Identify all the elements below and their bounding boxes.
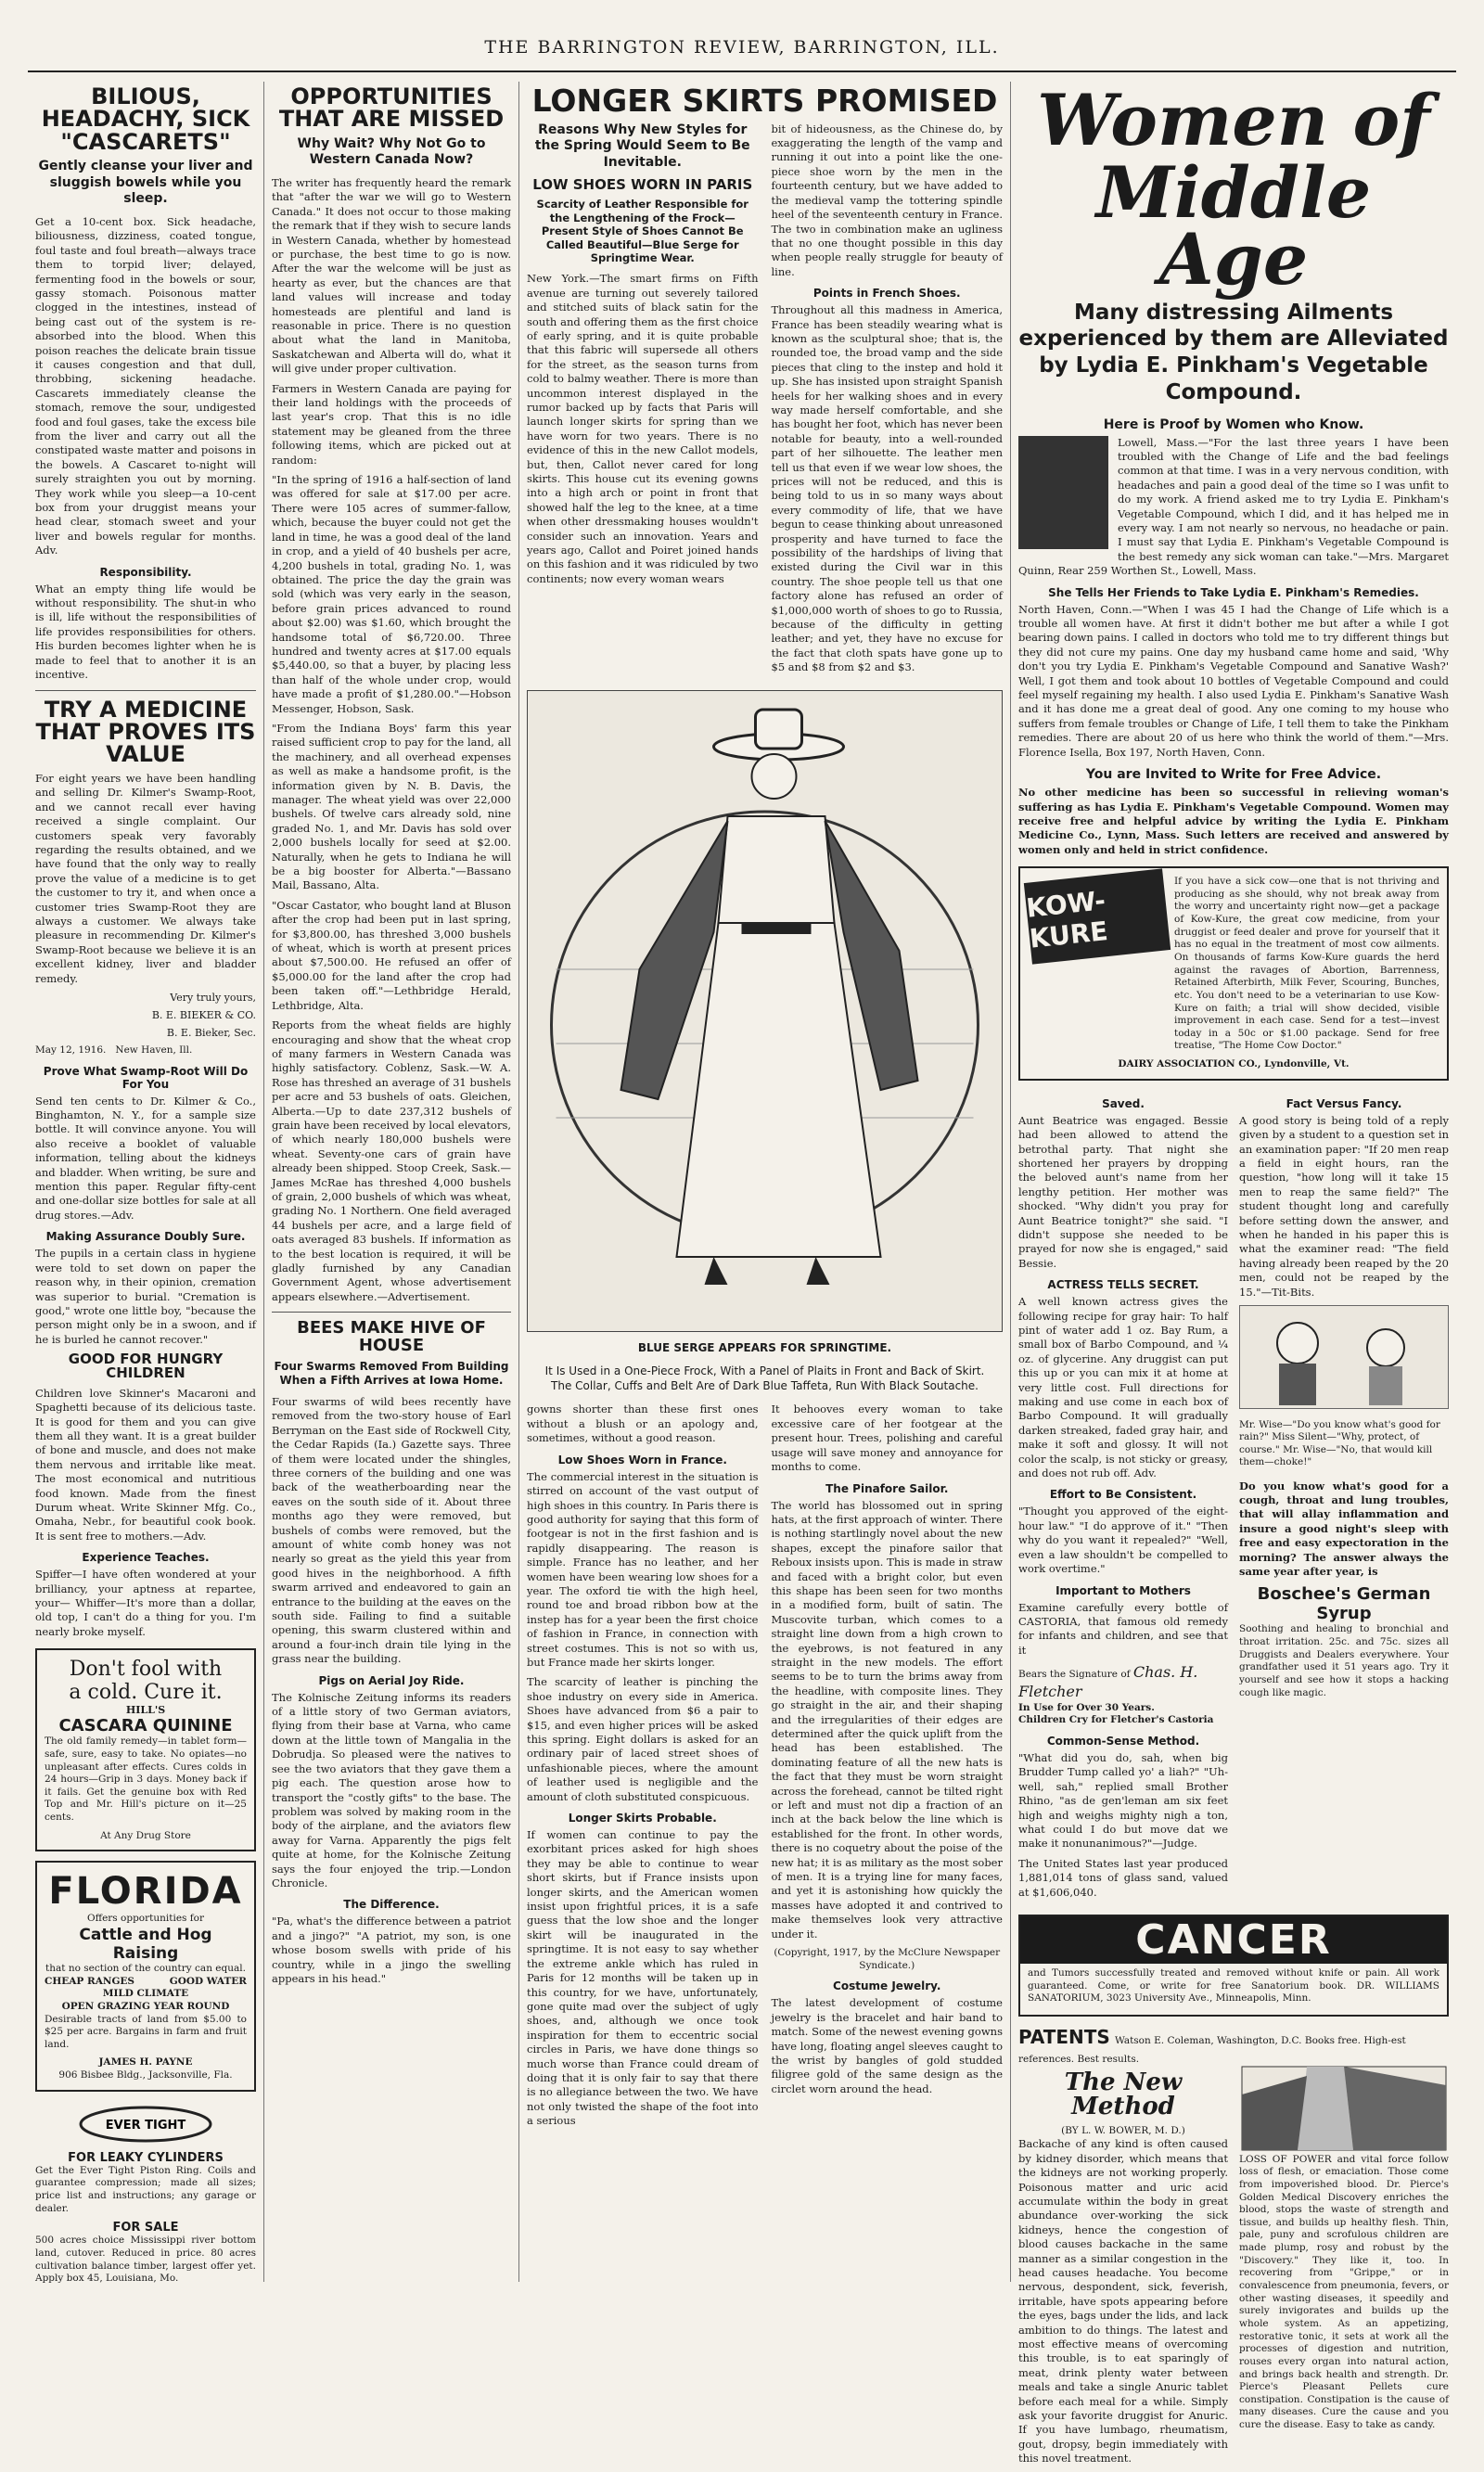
column-2 — [264, 82, 519, 2282]
power-ad — [1239, 2067, 1449, 2472]
florida-name: JAMES H. PAYNE — [98, 2056, 193, 2069]
quinine-badge: HILL'S — [125, 1704, 166, 1717]
pinafore-body: The world has blossomed out in spring hats, at the first approach of winter. There is nothing startlingly novel about the new shapes, except the pinafore sailor that Reboux insists upon. This is made in straw and faced with a bright color, but even this shape has been seen for two months in a modified form, built of satin. The Muscovite turban, which comes to a straight line down from a high crown to the eyebrows, is not featured in any straight in the new models. The effort seems to be to turn the brims away from the headline, with composite lines. They go straight in the air, and their shaping and the irregularities of their edges are determined after the quick uplift from the head has been established. The dominating feature of all the new hats is the fact that they must be worn straight across the forehead, cannot be tilted right or left and must not dip a fraction of an inch at the back below the line which is established for the front. In other words, there is no coquetry about the poise of the new hat; it is as military as the most sober of men. It is a trying line for many faces, and yet it is astonishing how quickly the masses have adopted it and contrived to make themselves look very attractive under it. — [771, 1498, 1003, 1940]
glass-body: The United States last year produced 1,881,014 tons of glass sand, valued at $1,606,040. — [1018, 1856, 1228, 1899]
pigs-body: The Kolnische Zeitung informs its readers of a little story of two German aviators, flying from their base at Varna, who came down at the little town of Mangalia in the Dobrudja. So pleased were the natives to see the two aviators that they gave them a pig each. The question arose how to transport the "costly gifts" to the base. The problem was solved by making room in the body of the airplane, and the aviators flew away for Varna. Apparently the pigs felt quite at home, for the Kolnische Zeitung says the four enjoyed the trip.—London Chronicle. — [272, 1690, 511, 1889]
columns — [28, 79, 1456, 2466]
skirts-lower-left: gowns shorter than these first ones without a blush or an apology and, sometimes, without a good reason. — [527, 1403, 759, 1445]
pinkham-testimonial-1: Lowell, Mass.—"For the last three years I have been troubled with the Change of Life and the bad feelings common at that time. I was in a very nervous condition, with headaches and pain a good deal of the time so I was unfit to do my work. A friend asked me to try Lydia E. Pinkham's Vegetable Compound, which I did, and it has helped me in every way. I am not nearly so nervous, no headache or pain. I must say that Lydia E. Pinkham's Vegetable Compound is the best remedy any sick woman can take."—Mrs. Margaret Quinn, Rear 259 Worthen St., Lowell, Mass. — [1018, 435, 1449, 578]
difference-title: The Difference. — [343, 1898, 440, 1912]
medicine-sig-3: B. E. Bieker, Sec. — [166, 1027, 256, 1039]
pinkham-title-1: Women of — [1037, 79, 1430, 161]
mothers-body: Examine carefully every bottle of CASTORIA, that famous old remedy for infants and children, and see that it — [1018, 1600, 1228, 1657]
swamp-root-body: Send ten cents to Dr. Kilmer & Co., Binghamton, N. Y., for a sample size bottle. It will convince anyone. You will also receive a booklet of valuable information, telling about the kidneys and bladder. When writing, be sure and mention this paper. Regular fifty-cent and one-dollar size bottles for sale at all drug stores.—Adv. — [35, 1094, 256, 1222]
pinafore-title: The Pinafore Sailor. — [825, 1481, 949, 1495]
forsale-title: FOR SALE — [112, 2221, 179, 2235]
cascarets-subhead: Gently cleanse your liver and sluggish bowels while you sleep. — [38, 159, 253, 207]
experience-body: Spiffer—I have often wondered at your brilliancy, your aptness at repartee, your— Whiffer—It's more than a dollar, old top, I can't do a thing for you. I'm nearly broke myself. — [35, 1568, 256, 1638]
longer-title: Longer Skirts Probable. — [568, 1812, 717, 1825]
kowkure-row — [1024, 876, 1439, 1058]
piston-ring-icon — [71, 2101, 220, 2147]
patents-ad — [1018, 2026, 1449, 2067]
fashion-illustration — [527, 690, 1003, 1332]
divider — [35, 690, 256, 691]
scarcity-body: The scarcity of leather is pinching the shoe industry on every side in America. Shoes have advanced from $6 a pair to $15, and even higher prices will be asked this spring. Eight dollars is asked for an ordinary pair of laced street shoes of unfashionable pieces, where the amount of leather used is negligible and the amount of cloth substituted conspicuous. — [527, 1675, 759, 1803]
florida-title: FLORIDA — [48, 1870, 243, 1914]
skirts-deck: Scarcity of Leather Responsible for the Lengthening of the Frock—Present Style of Shoes Cannot Be Called Beautiful—Blue Serge for Springtime Wear. — [536, 198, 748, 264]
florida-equal: that no section of the country can equal. — [45, 1963, 246, 1974]
col4-split — [1018, 1090, 1449, 1905]
mothers-title: Important to Mothers — [1055, 1583, 1191, 1597]
skirts-subhead: Reasons Why New Styles for the Spring Would Seem to Be Inevitable. — [534, 122, 750, 170]
method-body: "What did you do, sah, when big Brudder Tump called yo' a liah?" "Uh-well, sah," replied small Brother Rhino, "as de gen'leman am six feet high and weighs mighty nigh a ton, what could I do but move dat we make it nonunanimous?"—Judge. — [1018, 1751, 1228, 1851]
pinkham-invite: You are Invited to Write for Free Advice. — [1085, 767, 1382, 783]
skirts-bottom — [527, 1403, 1003, 2133]
opportunities-subhead: Why Wait? Why Not Go to Western Canada Now? — [297, 135, 486, 168]
ever-tight-badge — [35, 2101, 256, 2151]
col4-left — [1018, 1090, 1228, 1905]
cascarets-article — [35, 85, 256, 558]
method-title: Common-Sense Method. — [1046, 1735, 1200, 1748]
pinkham-invite-body: No other medicine has been so successful in relieving woman's suffering as has Lydia E. Pinkham's Vegetable Compound. Women may receive free and helpful advice by writing the Lydia E. Pinkham Medicine Co., Lynn, Mass. Such letters are received and answered by women only and held in strict confidence. — [1018, 786, 1449, 856]
responsibility-body: What an empty thing life would be without responsibility. The shut-in who is ill, life without the responsibilities of life provides responsibilities for others. His burden becomes lighter when he is made to feel that to another it is an incentive. — [35, 582, 256, 682]
copyright: (Copyright, 1917, by the McClure Newspaper Syndicate.) — [774, 1947, 1001, 1971]
pinkham-title-2: Middle Age — [1095, 151, 1372, 301]
saved-body: Aunt Beatrice was engaged. Bessie had been allowed to attend the betrothal party. That night she shortened her prayers by dropping the beloved aunt's name from her lengthy petition. Her mother was shocked. "Why didn't you pray for Aunt Beatrice tonight?" she said. "I didn't suppose she needed to be prayed for now she is engaged," said Bessie. — [1018, 1113, 1228, 1270]
newmethod-body: Backache of any kind is often caused by kidney disorder, which means that the kidneys are not working properly. Poisonous matter and uric acid accumulate within the body in great abundance over-working the sick kidneys, hence the congestion of blood causes backache in the same manner as a similar congestion in the head causes headache. You become nervous, despondent, sick, feverish, irritable, have spots appearing before the eyes, bags under the lids, and lack ambition to do things. The latest and most effective means of overcoming this trouble, is to eat sparingly of meat, drink plenty water between meals and take a single Anuric tablet before each meal for a while. Simply ask your favorite druggist for Anuric. If you have lumbago, rheumatism, gout, dropsy, begin immediately with this novel treatment. — [1018, 2137, 1228, 2466]
bees-headline: BEES MAKE HIVE OF HOUSE — [297, 1318, 486, 1355]
medicine-sig-2: B. E. BIEKER & CO. — [151, 1009, 256, 1021]
opportunities-headline: OPPORTUNITIES THAT ARE MISSED — [278, 83, 505, 133]
quinine-brand: CASCARA QUININE — [58, 1716, 233, 1736]
florida-features: CHEAP RANGES GOOD WATER — [45, 1975, 247, 1987]
col4-bottom — [1018, 2067, 1449, 2472]
kowkure-body: If you have a sick cow—one that is not thriving and producing as she should, why not break away from the worry and uncertainty right now—get a package of Kow-Kure, the great cow medicine, from your druggist or feed dealer and prove for yourself that it has no equal in the treatment of most cow ailments. On thousands of farms Kow-Kure guards the herd against the ravages of Abortion, Barrenness, Retained Afterbirth, Milk Fever, Scouring, Bunches, etc. You don't need to be a veterinarian to use Kow-Kure on faith; a trial will show decided, visible improvement in each case. Send for a test—invest today in a 50c or $1.00 package. Send for free treatise, "The Home Cow Doctor." — [1174, 876, 1439, 1052]
cancer-body: and Tumors successfully treated and removed without knife or pain. All work guaranteed. Come, or write for free Sanatorium book. DR. WILLIAMS SANATORIUM, 3023 University Ave., Minneapolis, Minn. — [1028, 1967, 1439, 2004]
florida-ad — [35, 1861, 256, 2091]
opportunities-p6: Reports from the wheat fields are highly encouraging and show that the wheat crop of many farmers in Western Canada was highly satisfactory. Coblenz, Sask.—W. A. Rose has threshed an average of 31 bushels per acre and 53 bushels of oats. Gleichen, Alberta.—Up to date 237,312 bushels of grain have been received by local elevators, of which nearly 180,000 bushels were wheat. Seventy-one cars of grain have already been shipped. Stoop Creek, Sask.—James McRae has threshed 4,000 bushels of grain, 2,000 bushels of which was wheat, grading No. 1 Northern. One field averaged 44 bushels per acre, and a large field of oats averaged 83 bushels. If information as to the best location is required, it will be gladly furnished by any Canadian Government Agent, whose advertisement appears elsewhere.—Advertisement. — [272, 1018, 511, 1303]
cylinders-body: Get the Ever Tight Piston Ring. Coils and guarantee compression; made all sizes; price list and instructions; any garage or dealer. — [35, 2164, 256, 2214]
quinine-footer: At Any Drug Store — [100, 1829, 191, 1841]
jewelry-title: Costume Jewelry. — [833, 1979, 941, 1993]
opportunities-p2: Farmers in Western Canada are paying for their land holdings with the proceeds of last year's crop. That this is no idle statement may be gleaned from the three following items, which are picked out at random: — [272, 381, 511, 467]
saved-title: Saved. — [1102, 1096, 1145, 1110]
florida-cattle: Cattle and Hog Raising — [79, 1926, 212, 1963]
patents-title: PATENTS — [1018, 2026, 1110, 2048]
florida-offers: Offers opportunities for — [87, 1913, 204, 1925]
quinine-line-2: a cold. Cure it. — [69, 1681, 223, 1705]
opportunities-p1: The writer has frequently heard the remark that "after the war we will go to Western Canada." It does not occur to those making the remark that if they wish to secure lands in Western Canada, whether by homestead or purchase, the best time to go is now. After the war the welcome will be just as hearty as ever, but the chances are that land values will increase and today homesteads are plentiful and land is reasonable in price. There is no question about what the land in Manitoba, Saskatchewan and Alberta will do, what it will give under proper cultivation. — [272, 175, 511, 376]
pinkham-proof: Here is Proof by Women who Know. — [1103, 416, 1364, 432]
cascarets-headline: BILIOUS, HEADACHY, SICK "CASCARETS" — [41, 83, 250, 155]
actress-title: ACTRESS TELLS SECRET. — [1047, 1278, 1199, 1292]
patents-body: Watson E. Coleman, Washington, D.C. Books free. High-est references. Best results. — [1018, 2035, 1406, 2065]
skirts-top-left — [527, 122, 759, 681]
florida-year: OPEN GRAZING YEAR ROUND — [61, 2000, 230, 2012]
effort-title: Effort to Be Consistent. — [1049, 1488, 1197, 1502]
assurance-body: The pupils in a certain class in hygiene were told to set down on paper the reason why, in their opinion, cremation was superior to burial. "Cremation is good," wrote one little boy, "because the person might only be in a swoon, and if he is burled he cannot recover." — [35, 1247, 256, 1346]
forsale-body: 500 acres choice Mississippi river bottom land, cutover. Reduced in price. 80 acres cultivation balance timber, largest offer yet. Apply box 45, Louisiana, Mo. — [35, 2235, 256, 2285]
experience-title: Experience Teaches. — [82, 1551, 210, 1565]
quinine-body: The old family remedy—in tablet form—safe, sure, easy to take. No opiates—no unpleasant after effects. Cures colds in 24 hours—Grip in 3 days. Money back if it fails. Get the genuine box with Red Top and Mr. Hill's picture on it—25 cents. — [45, 1736, 247, 1824]
kowkure-footer: DAIRY ASSOCIATION CO., Lyndonville, Vt. — [1118, 1058, 1350, 1070]
swamp-root-title: Prove What Swamp-Root Will Do For You — [43, 1064, 249, 1091]
column-1 — [28, 82, 264, 2285]
medicine-sig-1: Very truly yours, — [170, 992, 256, 1004]
cartoon-illustration — [1239, 1305, 1449, 1409]
newmethod-article — [1018, 2067, 1228, 2472]
masthead: THE BARRINGTON REVIEW, BARRINGTON, ILL. — [28, 37, 1456, 72]
opportunities-p3: "In the spring of 1916 a half-section of land was offered for sale at $17.00 per acre. There were 105 acres of summer-fallow, which, because the buyer could not get the land in time, he was a good deal of the land in crop, and a yield of 40 bushels per acre, 4,200 bushels in total, grading No. 1, was obtained. The price the day the grain was sold (which was very early in the season, before grain prices advanced to round about $2.00) was $1.60, which brought the handsome total of $6,720.00. Three hundred and twenty acres at $17.00 equals $5,440.00, so that a buyer, by placing less than half of the whole under crop, would have made a profit of $1,280.00."—Hobson Messenger, Hobson, Sask. — [272, 473, 511, 715]
points-title: Points in French Shoes. — [812, 287, 961, 301]
fact-title: Fact Versus Fancy. — [1286, 1096, 1402, 1110]
pinkham-tells: She Tells Her Friends to Take Lydia E. Pinkham's Remedies. — [1048, 585, 1419, 599]
florida-climate: MILD CLIMATE — [102, 1988, 189, 2000]
quinine-ad — [35, 1648, 256, 1851]
kowkure-ad — [1018, 866, 1449, 1081]
low-shoes-title: Low Shoes Worn in France. — [557, 1453, 727, 1467]
divider — [272, 1312, 511, 1313]
effort-body: "Thought you approved of the eight-hour law." "I do approve of it." "Then why do you want it repealed?" "Well, even a law shouldn't be compelled to work overtime." — [1018, 1505, 1228, 1576]
medicine-body: For eight years we have been handling and selling Dr. Kilmer's Swamp-Root, and we cannot recall ever having received a single complaint. Our customers speak very favorably regarding the results obtained, and we have found that the only way to really prove the value of a medicine is to get the customer to try it, and when once a customer tries Swamp-Root they are always a customer. We always take pleasure in recommending Dr. Kilmer's Swamp-Root because we believe it is an excellent kidney, liver and bladder remedy. — [35, 771, 256, 985]
skirts-left-body: New York.—The smart firms on Fifth avenue are turning out severely tailored and stitched suits of black satin for the south and offering them as the first choice of early spring, and it is quite probable that this fabric will supersede all others for the street, as the season turns from cold to balmy weather. There is more than uncommon interest displayed in the rumor backed up by facts that Paris will launch longer skirts for spring than we have worn for two years. There is no evidence of this in the new Callot models, but, then, Callot never cared for long skirts. This house cut its evening gowns into a high arch or point in front that showed half the leg to the knee, at a time when other dressmaking houses wouldn't consider such an innovation. Years and years ago, Callot and Poiret joined hands on this fashion and it was ridiculed by two continents; now every woman wears — [527, 272, 759, 585]
kowkure-stamp: KOW-KURE — [1024, 869, 1171, 965]
portrait-photo — [1018, 436, 1108, 549]
woman-figure-icon — [528, 691, 1002, 1331]
mothers-cry: Children Cry for Fletcher's Castoria — [1018, 1714, 1214, 1726]
col4-right — [1239, 1090, 1449, 1905]
opportunities-p4: "From the Indiana Boys' farm this year raised sufficient crop to pay for the land, all the machinery, and all overhead expenses as well as make a handsome profit, is the information given by N. B. Davis, the manager. The wheat yield was over 22,000 bushels. Of twelve cars already sold, nine graded No. 1, and Mr. Davis has sold over 2,000 bushels locally for seed at $2.00. Naturally, when he gets to Indiana he will be a big booster for Alberta."—Bassano Mail, Bassano, Alta. — [272, 721, 511, 892]
illustration-caption-body: It Is Used in a One-Piece Frock, With a Panel of Plaits in Front and Back of Skirt. The Collar, Cuffs and Belt Are of Dark Blue Taffeta, Run With Black Soutache. — [544, 1364, 985, 1392]
mothers-use: In Use for Over 30 Years. — [1018, 1701, 1155, 1713]
newmethod-title: The New Method — [1064, 2068, 1183, 2121]
skirts-right-body: bit of hideousness, as the Chinese do, by exaggerating the length of the vamp and running it out into a point like the one-piece shoe worn by the men in the fourteenth century, but we have added to the medieval vamp the tottering spindle heel of the seventeenth century in France. The two in combination make an ugliness that no one thought possible in this day when people really struggle for beauty of line. — [771, 122, 1003, 278]
pinkham-testimonial-2: North Haven, Conn.—"When I was 45 I had the Change of Life which is a trouble all women have. At first it didn't bother me but after a while I got bearing down pains. I called in doctors who told me to try different things but they did not cure my pains. One day my husband came home and said, 'Why don't you try Lydia E. Pinkham's Vegetable Compound and Sanative Wash?' Well, I got them and took about 10 bottles of Vegetable Compound and could feel myself regaining my health. I also used Lydia E. Pinkham's Sanative Wash and it has done me a great deal of good. Any one coming to my house who suffers from female troubles or Change of Life, I tell them to take the Pinkham remedies. There are about 20 of us here who think the world of them."—Mrs. Florence Isella, Box 197, North Haven, Conn. — [1018, 602, 1449, 759]
florida-address: 906 Bisbee Bldg., Jacksonville, Fla. — [58, 2069, 233, 2081]
bees-body: Four swarms of wild bees recently have removed from the two-story house of Earl Berryman on the East side of Rockwell City, the Cedar Rapids (Ia.) Gazette says. Three of them were located under the shingles, three corners of the building and one was back of the weatherboarding near the eaves on the south side of it. About three months ago they were removed, but bushels of combs were removed, but the amount of white comb honey was not nearly so great as the yield this year from good hives in the neighborhood. A fifth swarm arrived and endeavored to gain an entrance to the building at the eaves on the south side. Failing to find a suitable opening, this swarm clustered within and around a four-inch drain tile lying in the grass near the building. — [272, 1394, 511, 1666]
mothers-bears: Bears the Signature of Chas. H. Fletcher — [1018, 1663, 1198, 1700]
pigs-title: Pigs on Aerial Joy Ride. — [318, 1673, 465, 1687]
skirts-lower-right: It behooves every woman to take excessive care of her footgear at the present hour. Trees, polishing and careful usage will save money and annoyance for months to come. — [771, 1403, 1003, 1474]
difference-body: "Pa, what's the difference between a patriot and a jingo?" "A patriot, my son, is one whose bosom swells with pride of his country, while in a jingo the swelling appears in his head." — [272, 1915, 511, 1985]
skirts-top — [527, 122, 1003, 681]
cancer-ad — [1018, 1915, 1449, 2017]
column-3 — [519, 82, 1011, 2282]
skirts-kicker: LOW SHOES WORN IN PARIS — [532, 176, 753, 194]
assurance-title: Making Assurance Doubly Sure. — [45, 1230, 246, 1244]
medicine-date: May 12, 1916. New Haven, Ill. — [35, 1044, 193, 1056]
pinkham-ad — [1018, 79, 1449, 857]
skirts-bottom-left — [527, 1403, 759, 2133]
pinkham-subtitle: Many distressing Ailments experienced by them are Alleviated by Lydia E. Pinkham's Vegetable Compound. — [1018, 300, 1449, 404]
opportunities-p5: "Oscar Castator, who bought land at Bluson after the crop had been put in last spring, for $3,800.00, has threshed 3,000 bushels of wheat, which is worth at present prices about $7,500.00. He refused an offer of $5,000.00 for the land after the crop had been taken off."—Lethbridge Herald, Lethbridge, Alta. — [272, 898, 511, 1012]
illustration-caption-title: BLUE SERGE APPEARS FOR SPRINGTIME. — [637, 1340, 892, 1354]
cancer-title: CANCER — [1020, 1916, 1447, 1964]
skirts-bottom-right — [772, 1403, 1004, 2133]
ever-tight-label: EVER TIGHT — [105, 2118, 186, 2133]
boschee-body: Soothing and healing to bronchial and throat irritation. 25c. and 75c. sizes all Druggists and Dealers everywhere. Your grandfather used it 51 years ago. Try it yourself and see how it stops a hacking cough like magic. — [1239, 1623, 1449, 1698]
column-4 — [1011, 79, 1456, 2466]
boschee-lead: Do you know what's good for a cough, throat and lung troubles, that will allay inflammation and insure a good night's sleep with free and easy expectoration in the morning? The answer always the same year after year, is — [1239, 1479, 1449, 1579]
cartoon-caption: Mr. Wise—"Do you know what's good for rain?" Miss Silent—"Why, protect, of course." Mr. Wise—"No, that would kill them—choke!" — [1239, 1418, 1440, 1468]
points-body: Throughout all this madness in America, France has been steadily wearing what is known as the sculptural shoe; that is, the rounded toe, the broad vamp and the side pieces that cling to the instep and hold it up. She has insisted upon straight Spanish heels for her walking shoes and in every way made herself comfortable, and she has bought her foot, which has never been notable for beauty, into a well-rounded part of her silhouette. The leather men tell us that even if we wear low shoes, the prices will not be reduced, and this is being told to us in so many ways about every commodity of life, that we have begun to cease thinking about unreasoned prosperity and have turned to face the possibility of the hardships of living that existed during the Civil war in this country. The shoe people tell us that one factory alone has refused an order of $1,000,000 worth of shoes to go to Russia, because of the difficulty in getting leather; and yet, they have no excuse for the fact that cloth spats have gone up to $5 and $8 from $2 and $3. — [771, 303, 1003, 674]
cylinders-title: FOR LEAKY CYLINDERS — [68, 2150, 224, 2165]
hungry-body: Children love Skinner's Macaroni and Spaghetti because of its delicious taste. It is good for them and you can give them all they want. It is a great builder of bone and muscle, and does not make them nervous and irritable like meat. The most economical and nutritious food known. Made from the finest Durum wheat. Write Skinner Mfg. Co., Omaha, Nebr., for beautiful cook book. It is sent free to mothers.—Adv. — [35, 1386, 256, 1543]
longer-body: If women can continue to pay the exorbitant prices asked for high shoes they may be able to continue to wear short skirts, but if France insists upon longer skirts, and the American women insist upon frightful prices, it is a safe guess that the low shoe and the longer skirt will be inaugurated in the springtime. It is not easy to say whether the extreme ankle which has ruled in Paris for 12 months will be taken up in this country, for we have, unfortunately, gone quite mad over the subject of ugly shoes, and, although we once took inspiration for them to eccentric social circles in Paris, we have done things so much worse than France could dream of doing that it is only fair to say that there is no allegiance between the two. We have not only twisted the shape of the foot into a serious — [527, 1828, 759, 2128]
boschee-title: Boschee's German Syrup — [1257, 1584, 1431, 1624]
responsibility-title: Responsibility. — [99, 565, 192, 579]
florida-body: Desirable tracts of land from $5.00 to $25 per acre. Bargains in farm and fruit land. — [45, 2013, 247, 2050]
skirts-top-right — [772, 122, 1004, 681]
fact-body: A good story is being told of a reply given by a student to a question set in an examination paper: "If 20 men reap a field in eight hours, ran the question, "how long will it take 15 men to reap the same field?" The student thought long and carefully before setting down the answer, and when he handed in his paper this is what the examiner read: "The field having already been reaped by the 20 men, could not be reaped by the 15."—Tit-Bits. — [1239, 1113, 1449, 1299]
actress-body: A well known actress gives the following recipe for gray hair: To half pint of water add 1 oz. Bay Rum, a small box of Barbo Compound, and ¼ oz. of glycerine. Any druggist can put this up or you can mix it at home at very little cost. Full directions for making and use come in each box of Barbo Compound. It will gradually darken streaked, faded gray hair, and make it soft and glossy. It will not color the scalp, is not sticky or greasy, and does not rub off. Adv. — [1018, 1295, 1228, 1480]
power-body: LOSS OF POWER and vital force follow loss of flesh, or emaciation. Those come from impoverished blood. Dr. Pierce's Golden Medical Discovery enriches the blood, stops the waste of strength and tissue, and builds up healthy flesh. Thin, pale, puny and scrofulous children are made plump, rosy and robust by the "Discovery." They like it, too. In recovering from "Grippe," or in convalescence from pneumonia, fevers, or other wasting diseases, it speedily and surely invigorates and builds up the whole system. As an appetizing, restorative tonic, it sets at work all the processes of digestion and nutrition, rouses every organ into natural action, and brings back health and strength. Dr. Pierce's Pleasant Pellets cure constipation. Constipation is the cause of many diseases. Cure the cause and you cure the disease. Easy to take as candy. — [1239, 2153, 1449, 2431]
newmethod-byline: (BY L. W. BOWER, M. D.) — [1061, 2124, 1185, 2136]
jewelry-body: The latest development of costume jewelry is the bracelet and hair band to match. Some of the newest evening gowns have long, floating angel sleeves caught to the wrist by bangles of gold studded filigree gold of the same design as the circlet worn around the head. — [771, 1996, 1003, 2095]
low-shoes-body: The commercial interest in the situation is stirred on account of the vast output of high shoes in this country. In Paris there is good authority for saying that this form of footgear is not in the first fashion and is rapidly disappearing. The reason is simple. France has no leather, and her women have been wearing low shoes for a year. The oxford tie with the high heel, round toe and broad ribbon bow at the instep has for a year been the first choice of fashion in France, in connection with street costumes. This is not so with us, but France made her skirts longer. — [527, 1469, 759, 1669]
bees-subhead: Four Swarms Removed From Building When a Fifth Arrives at Iowa Home. — [274, 1359, 509, 1387]
hungry-headline: GOOD FOR HUNGRY CHILDREN — [68, 1351, 224, 1382]
skirts-headline: LONGER SKIRTS PROMISED — [531, 83, 998, 119]
waterfall-icon — [1239, 2067, 1449, 2150]
quinine-line-1: Don't fool with — [69, 1658, 223, 1682]
cartoon-figures-icon — [1240, 1306, 1448, 1408]
medicine-headline: TRY A MEDICINE THAT PROVES ITS VALUE — [35, 696, 256, 768]
fletcher-signature: Chas. H. Fletcher — [1018, 1663, 1198, 1700]
cascarets-body: Get a 10-cent box. Sick headache, biliousness, dizziness, coated tongue, foul taste and foul breath—always trace them to torpid liver; delayed, fermenting food in the bowels or sour, gassy stomach. Poisonous matter clogged in the intestines, instead of being cast out of the system is re-absorbed into the blood. When this poison reaches the delicate brain tissue it causes congestion and that dull, throbbing, sickening headache. Cascarets immediately cleanse the stomach, remove the sour, undigested food and foul gases, take the excess bile from the liver and carry out all the constipated waste matter and poisons in the bowels. A Cascaret to-night will surely straighten you out by morning. They work while you sleep—a 10-cent box from your druggist means your head clear, stomach sweet and your liver and bowels regular for months. Adv. — [35, 214, 256, 557]
